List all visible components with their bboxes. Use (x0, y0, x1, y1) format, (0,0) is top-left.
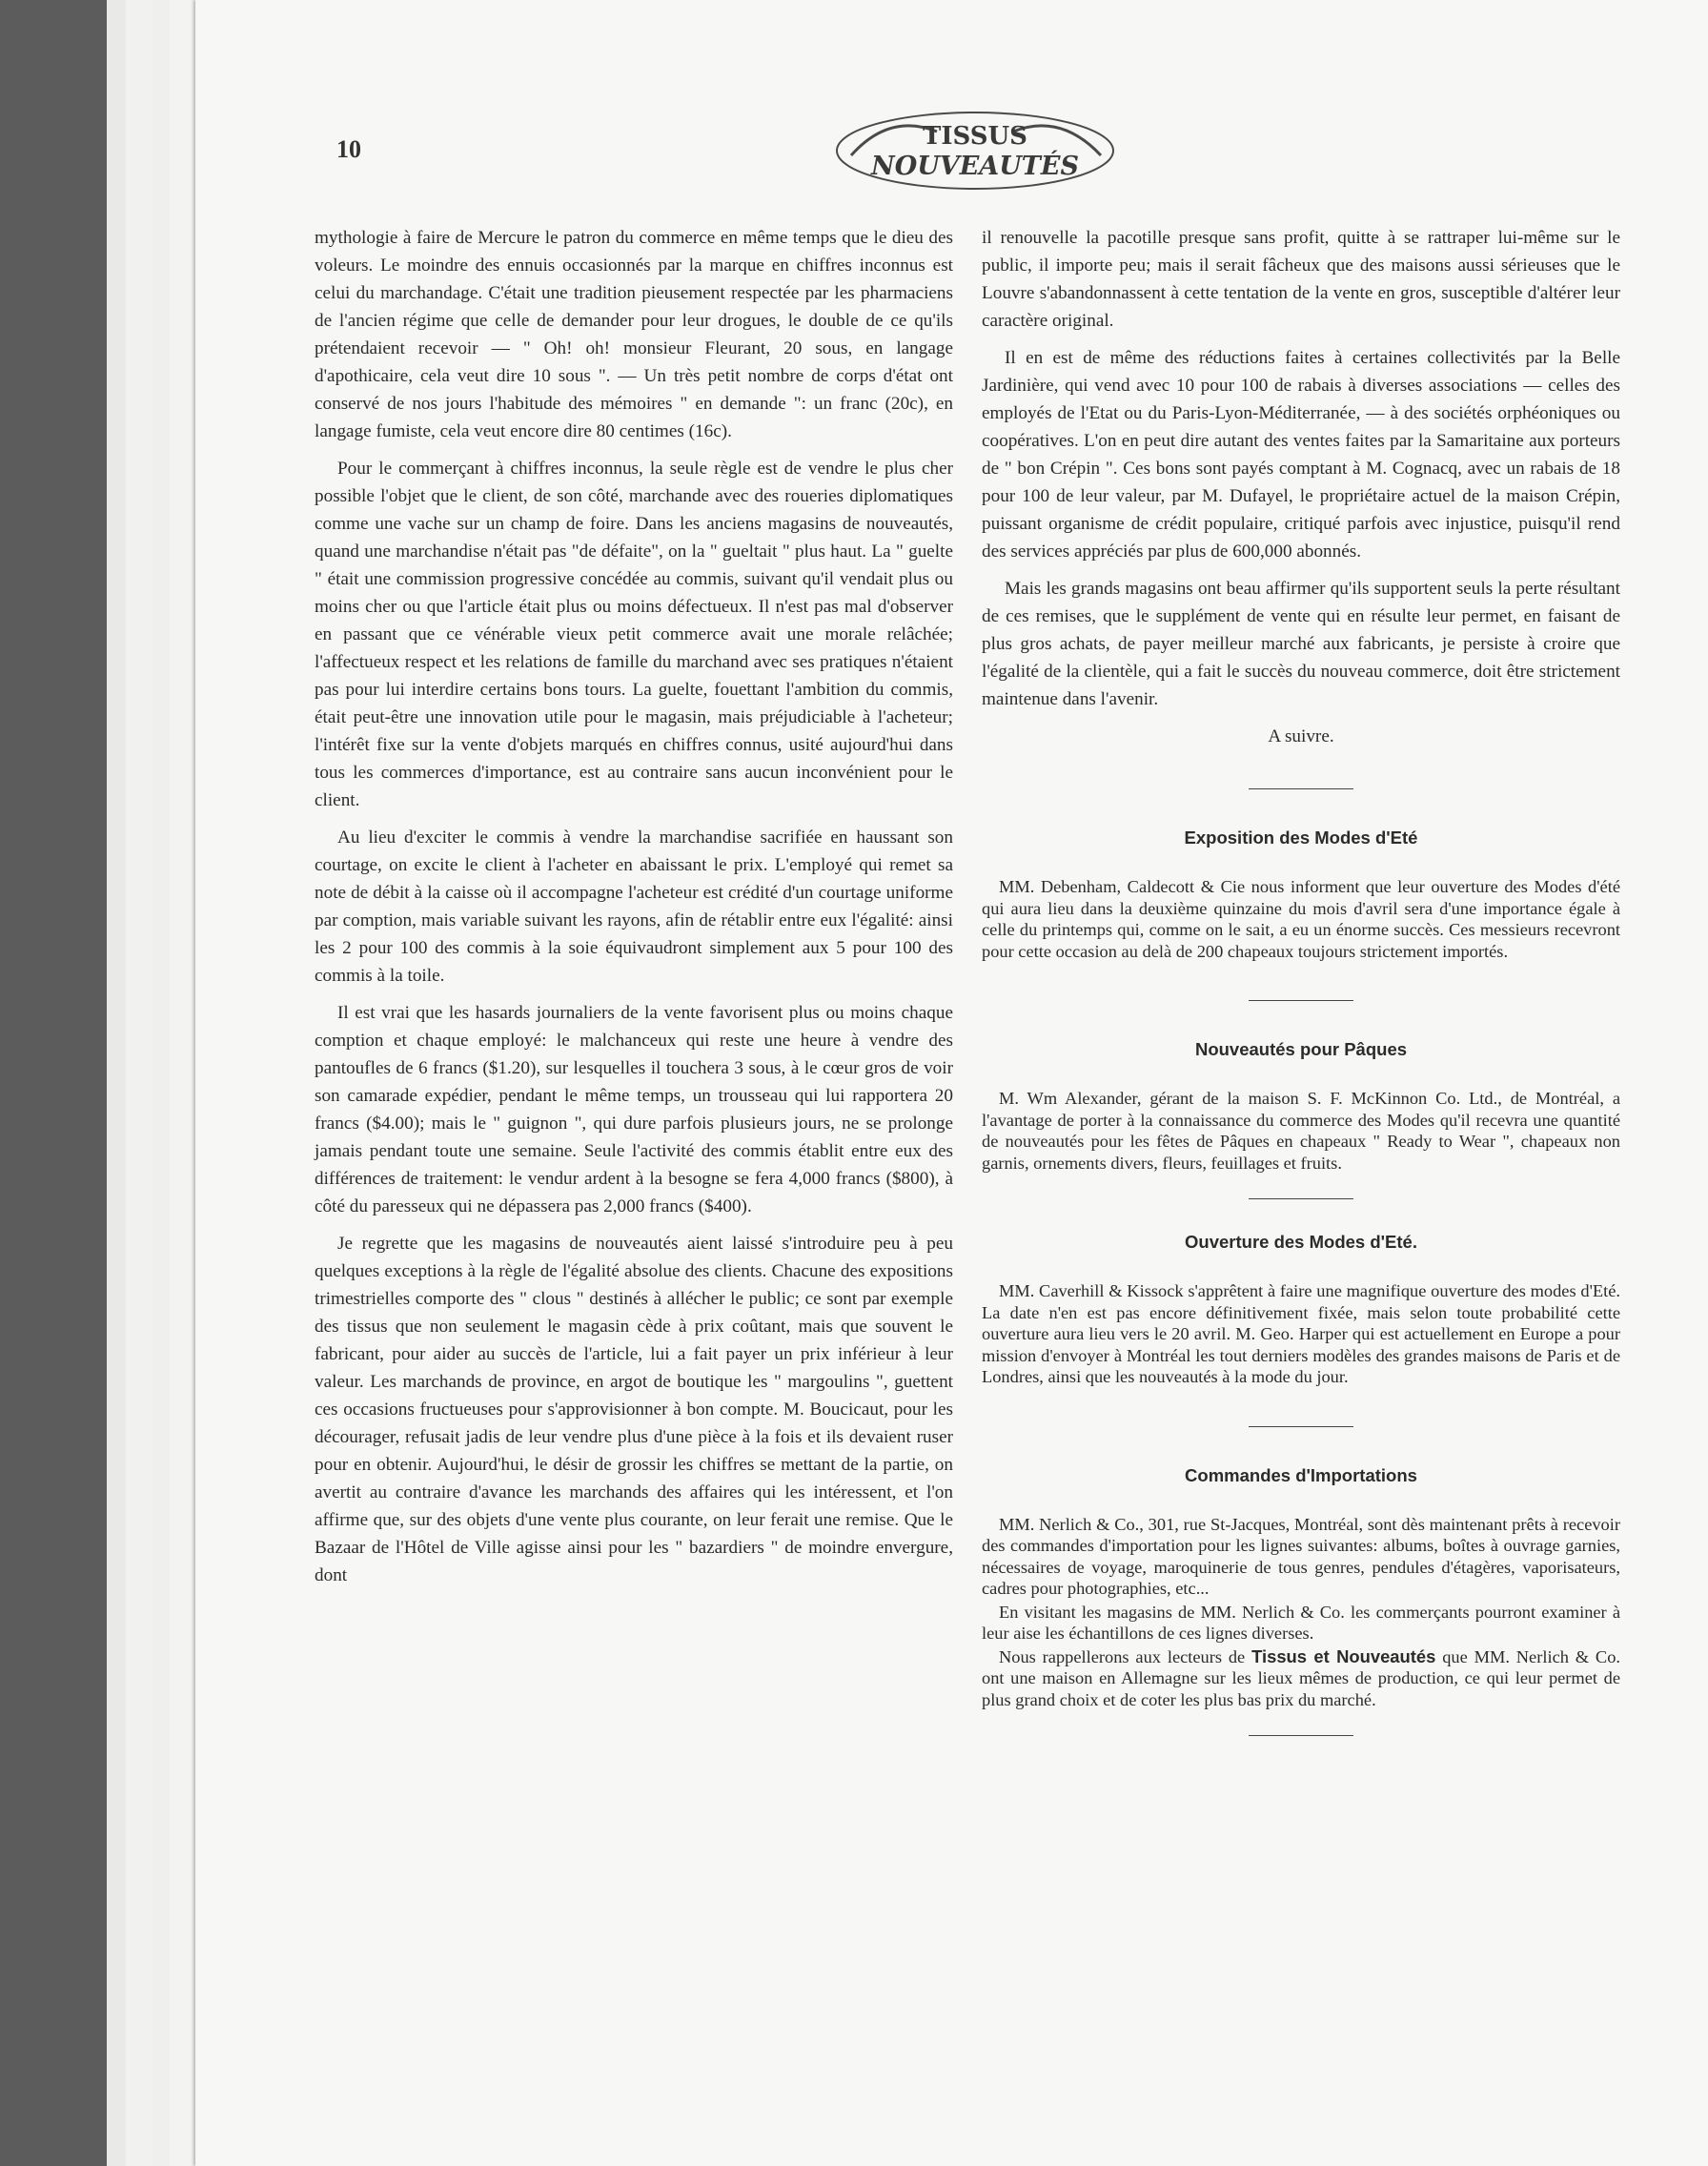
article-commandes (982, 1461, 1620, 1711)
article-body-3-end: que MM. Nerlich & Co. ont une maison en Allemagne sur les lieux mêmes de production, ce qui leur permet de plus grand choix et de coter les plus bas prix du marché. (982, 1646, 1620, 1709)
article-heading: Ouverture des Modes d'Eté. (1185, 1232, 1417, 1252)
left-paragraph-4: Il est vrai que les hasards journaliers de la vente favorisent plus ou moins chaque comption et chaque employé: le malchanceux qui reste une heure à vendre des pantoufles de 6 francs ($1.20), sur lesquelles il touchera 3 sous, à le cœur gros de voir son camarade expédier, pendant le même temps, un trousseau qui lui rapportera 20 francs ($4.00); mais le " guignon ", qui dure parfois plusieurs jours, ne se prolonge jamais pendant toute une semaine. Seule l'activité des commis établit entre eux des différences de traitement: le vendur ardent à la besogne se fera 4,000 francs ($800), à côté du paresseux qui ne dépassera pas 2,000 francs ($400). (315, 1003, 953, 1216)
section-divider (1249, 1000, 1353, 1001)
page-number: 10 (336, 135, 361, 163)
section-divider (1249, 1426, 1353, 1427)
article-body-3-start: Nous rappellerons aux lecteurs de (999, 1646, 1246, 1666)
article-ouverture (982, 1228, 1620, 1388)
article-body: MM. Nerlich & Co., 301, rue St-Jacques, Montréal, sont dès maintenant prêts à recevoir des commandes d'importation pour les lignes suivantes: albums, boîtes à ouvrage garnies, nécessaires de voyage, maroquinerie de tous genres, pendules d'étagères, vaporisateurs, cadres pour photographies, etc... (982, 1514, 1620, 1598)
masthead-logo (832, 103, 1118, 194)
article-exposition (982, 824, 1620, 962)
masthead-line1: TISSUS (923, 122, 1027, 151)
masthead-line2: NOUVEAUTÉS (871, 152, 1079, 181)
left-column (315, 224, 953, 1599)
right-paragraph-1: il renouvelle la pacotille presque sans profit, quitte à se rattraper lui-même sur le public, il importe peu; mais il serait fâcheux que des maisons aussi sérieuses que le Louvre s'abandonnassent à cette tentation de la vente en gros, susceptible d'altérer leur caractère original. (982, 228, 1620, 331)
section-divider (1249, 1735, 1353, 1736)
page (195, 0, 1708, 2166)
right-paragraph-3: Mais les grands magasins ont beau affirmer qu'ils supportent seuls la perte résultant de ces remises, que le supplément de vente qui en résulte leur permet, en faisant de plus gros achats, de payer meilleur marché aux fabricants, je persiste à croire que l'égalité de la clientèle, qui a fait le succès du nouveau commerce, doit être strictement maintenue dans l'avenir. (982, 579, 1620, 709)
article-body: MM. Debenham, Caldecott & Cie nous informent que leur ouverture des Modes d'été qui aura lieu dans la deuxième quinzaine du mois d'avril sera d'une importance égale à celle du printemps qui, comme on le sait, a eu un énorme succès. Ces messieurs recevront pour cette occasion au delà de 200 chapeaux toujours strictement importés. (982, 877, 1620, 961)
section-divider (1249, 788, 1353, 789)
article-body-2: En visitant les magasins de MM. Nerlich & Co. les commerçants pourront examiner à leur aise les échantillons de ces lignes diverses. (982, 1602, 1620, 1643)
article-nouveautes-paques (982, 1035, 1620, 1174)
left-paragraph-2: Pour le commerçant à chiffres inconnus, la seule règle est de vendre le plus cher possible l'objet que le client, de son côté, marchande avec des roueries diplomatiques comme une vache sur un champ de foire. Dans les anciens magasins de nouveautés, quand une marchandise n'était pas "de défaite", on la " gueltait " plus haut. La " guelte " était une commission progressive concédée au commis, suivant qu'il vendait plus ou moins cher ou que l'article était plus ou moins défectueux. Il n'est pas mal d'observer en passant que ce vénérable vieux petit commerce avait une morale relâchée; l'affectueux respect et les relations de famille du marchand avec ses pratiques n'étaient pas pour lui interdire certains bons tours. La guelte, fouettant l'ambition du commis, était peut-être une innovation utile pour le magasin, mais préjudiciable à l'acheteur; l'intérêt fixe sur la vente d'objets marqués en chiffres connus, usité aujourd'hui dans tous les commerces d'importance, est au contraire sans aucun inconvénient pour le client. (315, 459, 953, 810)
article-body-3 (982, 1646, 1620, 1711)
article-heading: Nouveautés pour Pâques (1194, 1039, 1408, 1059)
right-paragraph-2: Il en est de même des réductions faites à certaines collectivités par la Belle Jardinière, qui vend avec 10 pour 100 de rabais à diverses associations — celles des employés de l'Etat ou du Paris-Lyon-Méditerranée, — à des sociétés orphéoniques ou coopératives. L'on en peut dire autant des ventes faites par la Samaritaine aux porteurs de " bon Crépin ". Ces bons sont payés comptant à M. Cognacq, avec un rabais de 18 pour 100 de leur valeur, par M. Dufayel, le propriétaire actuel de la maison Crépin, puissant organisme de crédit populaire, critiqué parfois avec injustice, puisqu'il rend des services appréciés par plus de 600,000 abonnés. (982, 348, 1620, 562)
article-heading: Commandes d'Importations (1185, 1464, 1417, 1485)
left-paragraph-1: mythologie à faire de Mercure le patron du commerce en même temps que le dieu des voleurs. Le moindre des ennuis occasionnés par la marque en chiffres inconnus est celui du marchandage. C'était une tradition pieusement respectée par les pharmaciens de l'ancien régime que celle de demander pour leur drogues, le double de ce qu'ils prétendaient recevoir — " Oh! oh! monsieur Fleurant, 20 sous, en langage d'apothicaire, cela veut dire 10 sous ". — Un très petit nombre de corps d'état ont conservé de nos jours l'habitude des mémoires " en demande ": un franc (20c), en langage fumiste, cela veut encore dire 80 centimes (16c). (315, 228, 953, 441)
article-body: M. Wm Alexander, gérant de la maison S. F. McKinnon Co. Ltd., de Montréal, a l'avantage de porter à la connaissance du commerce des Modes qu'il recevra une quantité de nouveautés pour les fêtes de Pâques en chapeaux " Ready to Wear ", chapeaux non garnis, ornements divers, fleurs, feuillages et fruits. (982, 1089, 1620, 1173)
left-paragraph-3: Au lieu d'exciter le commis à vendre la marchandise sacrifiée en haussant son courtage, on excite le client à l'acheter en abaissant le prix. L'employé qui remet sa note de débit à la caisse où il accompagne l'acheteur est crédité d'un courtage uniforme par comption, mais variable suivant les rayons, afin de rétablir entre eux l'égalité: ainsi les 2 pour 100 des commis à la soie équivaudront simplement aux 5 pour 100 des commis à la toile. (315, 828, 953, 986)
article-body: MM. Caverhill & Kissock s'apprêtent à faire une magnifique ouverture des modes d'Eté. La date n'en est pas encore définitivement fixée, mais selon toute probabilité cette ouverture aura lieu vers le 20 avril. M. Geo. Harper qui est actuellement en Europe a pour mission d'envoyer à Montréal les tout derniers modèles des grandes maisons de Paris et de Londres, ainsi que les nouveautés à la mode du jour. (982, 1281, 1620, 1386)
magazine-title: Tissus et Nouveautés (1251, 1645, 1436, 1666)
right-column (982, 224, 1620, 1770)
article-heading: Exposition des Modes d'Eté (1184, 828, 1418, 848)
section-divider (1249, 1198, 1353, 1199)
a-suivre: A suivre. (1268, 726, 1334, 746)
left-paragraph-5: Je regrette que les magasins de nouveautés aient laissé s'introduire peu à peu quelques exceptions à la règle de l'égalité absolue des clients. Chacune des expositions trimestrielles comporte des " clous " destinés à allécher le public; ce sont par exemple des tissus que non seulement le magasin cède à prix coûtant, mais que souvent le fabricant, pour aider au succès de l'article, lui a fait payer un prix inférieur à leur valeur. Les marchands de province, en argot de boutique les " margoulins ", guettent ces occasions fructueuses pour s'approvisionner à bon compte. M. Boucicaut, pour les décourager, refusait jadis de leur vendre plus d'une pièce à la fois et ils devaient ruser pour en obtenir. Aujourd'hui, le désir de grossir les chiffres se mettant de la partie, on avertit au contraire d'avance les marchands des affaires qui les intéressent, et l'on affirme que, sur des objets d'une vente plus courante, on leur ferait une remise. Que le Bazaar de l'Hôtel de Ville agisse ainsi pour les " bazardiers " de moindre envergure, dont (315, 1234, 953, 1585)
